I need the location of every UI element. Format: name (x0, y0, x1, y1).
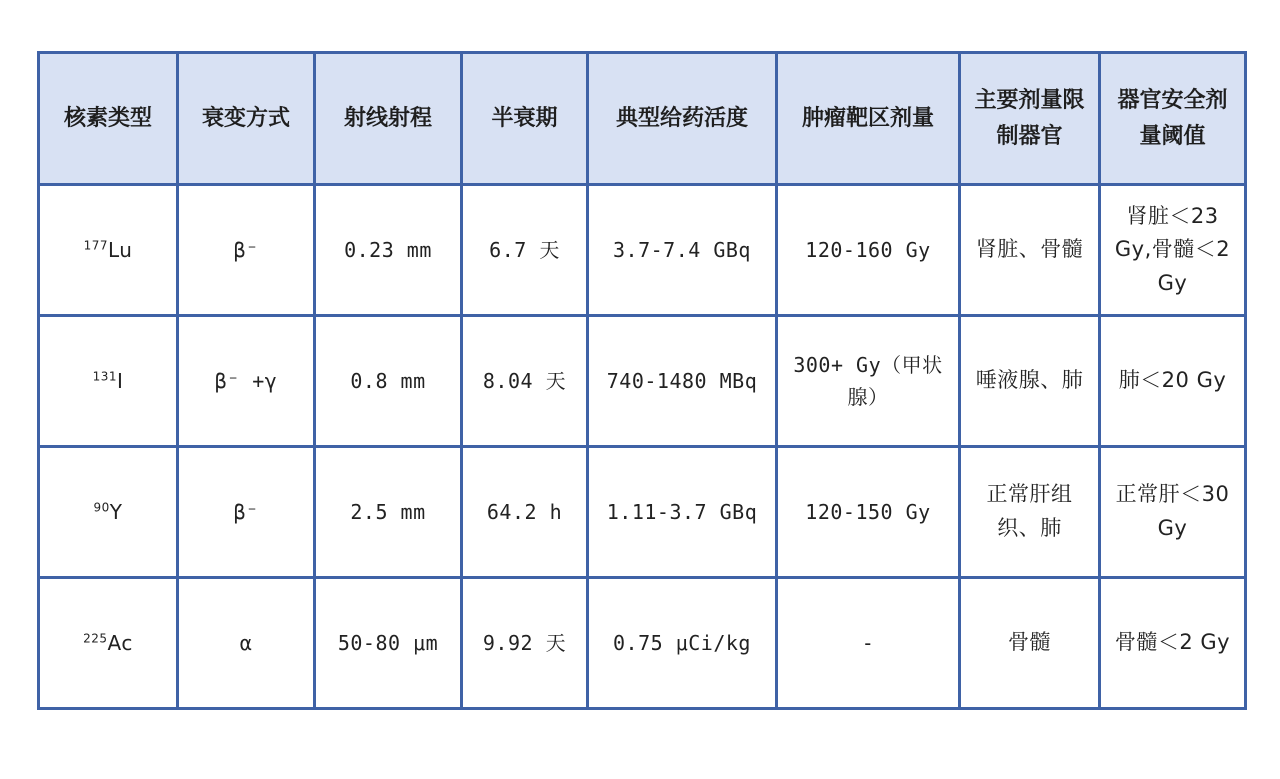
header-typical-activity: 典型给药活度 (588, 53, 777, 185)
threshold-cell: 骨髓＜2 Gy (1100, 578, 1246, 709)
threshold-cell: 肺＜20 Gy (1100, 316, 1246, 447)
decay-cell: β⁻ (178, 447, 315, 578)
header-half-life: 半衰期 (462, 53, 588, 185)
header-ray-range: 射线射程 (315, 53, 462, 185)
table-row (39, 316, 1246, 447)
mass-number: 225 (83, 631, 108, 646)
half-life-cell: 64.2 h (462, 447, 588, 578)
organs-cell: 骨髓 (960, 578, 1100, 709)
element-symbol: Lu (107, 238, 133, 262)
range-cell: 0.23 mm (315, 185, 462, 316)
element-symbol: Ac (107, 631, 133, 655)
radionuclide-comparison-table-container (37, 51, 1244, 710)
header-dose-limiting-organs: 主要剂量限制器官 (960, 53, 1100, 185)
tumor-dose-cell: - (777, 578, 960, 709)
table-row (39, 578, 1246, 709)
header-decay-mode: 衰变方式 (178, 53, 315, 185)
range-cell: 50-80 μm (315, 578, 462, 709)
table-header-row (39, 53, 1246, 185)
tumor-dose-cell: 300+ Gy（甲状腺） (777, 316, 960, 447)
nuclide-cell (39, 447, 178, 578)
organs-cell: 肾脏、骨髓 (960, 185, 1100, 316)
activity-cell: 740-1480 MBq (588, 316, 777, 447)
activity-cell: 1.11-3.7 GBq (588, 447, 777, 578)
threshold-cell: 正常肝＜30 Gy (1100, 447, 1246, 578)
table-row (39, 185, 1246, 316)
nuclide-cell (39, 185, 178, 316)
header-organ-threshold: 器官安全剂量阈值 (1100, 53, 1246, 185)
half-life-cell: 9.92 天 (462, 578, 588, 709)
activity-cell: 3.7-7.4 GBq (588, 185, 777, 316)
organs-cell: 唾液腺、肺 (960, 316, 1100, 447)
decay-cell: β⁻ (178, 185, 315, 316)
element-symbol: Y (109, 500, 123, 524)
mass-number: 177 (83, 238, 108, 253)
activity-cell: 0.75 μCi/kg (588, 578, 777, 709)
element-symbol: I (117, 369, 124, 393)
decay-cell: β⁻ +γ (178, 316, 315, 447)
header-tumor-dose: 肿瘤靶区剂量 (777, 53, 960, 185)
decay-cell: α (178, 578, 315, 709)
half-life-cell: 6.7 天 (462, 185, 588, 316)
half-life-cell: 8.04 天 (462, 316, 588, 447)
organs-cell: 正常肝组织、肺 (960, 447, 1100, 578)
range-cell: 2.5 mm (315, 447, 462, 578)
mass-number: 90 (93, 500, 110, 515)
tumor-dose-cell: 120-160 Gy (777, 185, 960, 316)
header-nuclide-type: 核素类型 (39, 53, 178, 185)
range-cell: 0.8 mm (315, 316, 462, 447)
radionuclide-comparison-table (37, 51, 1247, 710)
table-row (39, 447, 1246, 578)
nuclide-cell (39, 578, 178, 709)
nuclide-cell (39, 316, 178, 447)
threshold-cell: 肾脏＜23 Gy,骨髓＜2 Gy (1100, 185, 1246, 316)
tumor-dose-cell: 120-150 Gy (777, 447, 960, 578)
mass-number: 131 (92, 369, 117, 384)
